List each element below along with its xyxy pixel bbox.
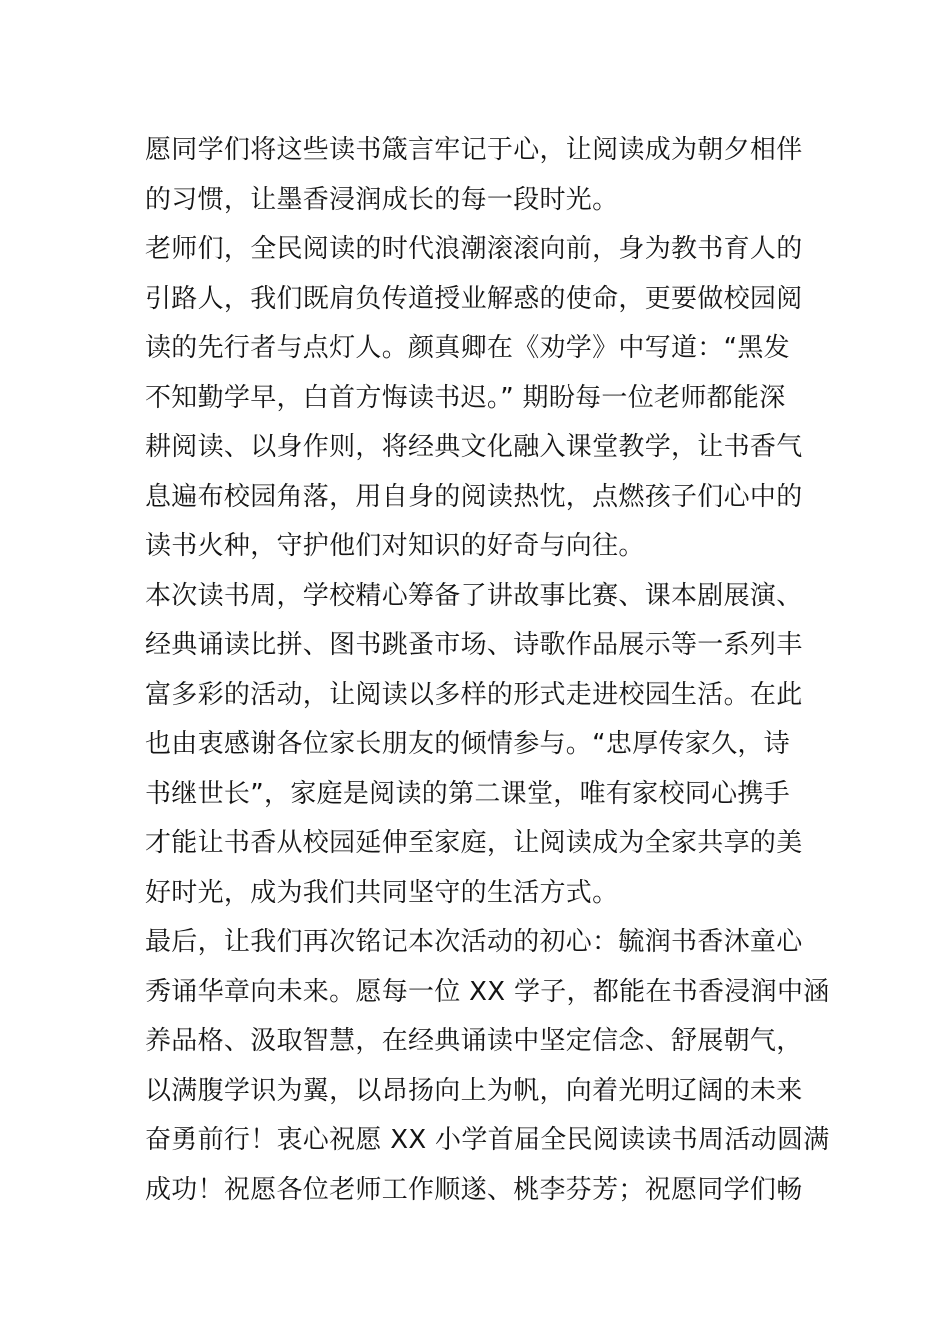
text-line: 老师们，全民阅读的时代浪潮滚滚向前，身为教书育人的 — [145, 234, 803, 264]
text-line: 最后，让我们再次铭记本次活动的初心：毓润书香沐童心 — [145, 927, 803, 957]
text-line: 才能让书香从校园延伸至家庭，让阅读成为全家共享的美 — [145, 828, 803, 858]
text-line: 富多彩的活动，让阅读以多样的形式走进校园生活。在此 — [145, 679, 803, 710]
text-line: 息遍布校园角落，用自身的阅读热忱，点燃孩子们心中的 — [145, 481, 803, 512]
text-line: 也由衷感谢各位家长朋友的倾情参与。“忠厚传家久，诗 — [145, 729, 790, 759]
text-line: 读书火种，守护他们对知识的好奇与向往。 — [145, 531, 645, 561]
text-line: 愿同学们将这些读书箴言牢记于心，让阅读成为朝夕相伴 — [145, 135, 803, 165]
text-line: 养品格、汲取智慧，在经典诵读中坚定信念、舒展朝气， — [145, 1026, 803, 1056]
text-line: 秀诵华章向未来。愿每一位 XX 学子，都能在书香浸润中涵 — [145, 976, 830, 1007]
text-line: 的习惯，让墨香浸润成长的每一段时光。 — [145, 184, 619, 215]
text-line: 耕阅读、以身作则，将经典文化融入课堂教学，让书香气 — [145, 432, 803, 462]
text-line: 书继世长”，家庭是阅读的第二课堂，唯有家校同心携手 — [145, 778, 790, 809]
text-line: 本次读书周，学校精心筹备了讲故事比赛、课本剧展演、 — [145, 580, 803, 611]
text-line: 成功！祝愿各位老师工作顺遂、桃李芬芳；祝愿同学们畅 — [145, 1174, 803, 1205]
text-line: 好时光，成为我们共同坚守的生活方式。 — [145, 877, 619, 908]
text-line: 以满腹学识为翼，以昂扬向上为帆，向着光明辽阔的未来 — [145, 1075, 803, 1106]
text-line: 引路人，我们既肩负传道授业解惑的使命，更要做校园阅 — [145, 283, 803, 314]
text-line: 经典诵读比拼、图书跳蚤市场、诗歌作品展示等一系列丰 — [145, 630, 803, 660]
text-line: 读的先行者与点灯人。颜真卿在《劝学》中写道：“黑发 — [145, 333, 790, 363]
text-line: 奋勇前行！衷心祝愿 XX 小学首届全民阅读读书周活动圆满 — [145, 1125, 830, 1155]
text-line: 不知勤学早，白首方悔读书迟。” 期盼每一位老师都能深 — [145, 382, 786, 413]
document-body — [145, 126, 830, 1215]
